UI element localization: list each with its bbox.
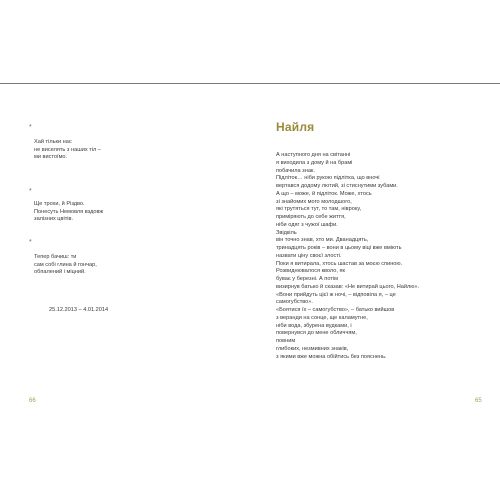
poem-line: побачила знак. (276, 167, 315, 174)
poem-line: повернувся до мене обличчям, (276, 330, 357, 337)
stanza-1 (34, 139, 101, 162)
poem-line: Поки я витирала, хтось шастав за моєю спиною. (276, 260, 403, 267)
stanza-line: обпалений і міцний. (34, 269, 86, 276)
poem-line: Звідкіль (276, 229, 297, 236)
stanza-2 (34, 201, 103, 224)
poem-line: він точно знав, хто ми. Дванадцять, (276, 237, 369, 244)
poem-line: які трутяться тут, то там, нівроку, (276, 206, 362, 213)
poem-line: ніби одяг з чужої шафи. (276, 221, 338, 228)
poem-title: Найля (276, 120, 315, 134)
poem-line: Підліток… ніби рукою підлітка, що вночі (276, 175, 380, 182)
poem-line: я виходила з дому й на брамі (276, 159, 353, 166)
top-rule (0, 83, 500, 84)
poem-line: Розвиднювалося кволо, як (276, 268, 345, 275)
poem-line: вертався додому лютий, зі стиснутими зубами. (276, 183, 398, 189)
stanza-marker-1: * (29, 124, 32, 131)
stanza-line: сам собі глина й гончар, (34, 261, 97, 268)
poem-line: ніби вода, збурена вудками, і (276, 322, 352, 329)
poem-line: А наступного дня на світанні (276, 152, 351, 158)
stanza-line: залізних цвітів. (34, 216, 74, 223)
stanza-3 (34, 254, 97, 277)
poem-line: «Боятися їх – самогубство», – батько вийшов (276, 307, 395, 313)
poem-line: назвати ціну своєї злості. (276, 252, 342, 259)
poem-line: буває у березні. А потім (276, 276, 338, 282)
poem-line: тринадцять років – вони в цьому віці вже вміють (276, 245, 402, 251)
page-number-right: 65 (475, 398, 482, 404)
stanza-marker-3: * (29, 239, 32, 246)
date-line: 25.12.2013 – 4.01.2014 (49, 307, 109, 313)
poem-line: з якими вже можна обійтись без пояснень. (276, 353, 387, 360)
poem-body (276, 152, 419, 361)
stanza-line: Хай тільки нас (34, 139, 72, 145)
stanza-line: не виселять з наших тіл – (34, 146, 101, 153)
stanza-line: ми вистоїмо. (34, 154, 68, 161)
poem-line: А що – може, й підліток. Може, хтось (276, 190, 372, 197)
poem-line: зі знайомих мого молодшого, (276, 198, 352, 205)
poem-line: визирнув батько й сказав: «Не витирай цього, Найлю». (276, 283, 420, 290)
stanza-line: Ще трохи, й Різдво. (34, 201, 85, 207)
stanza-line: Тепер бачиш: ти (34, 254, 77, 260)
poem-line: повним (276, 338, 296, 344)
poem-line: самогубство». (276, 299, 313, 306)
stanza-marker-2: * (29, 188, 32, 195)
poem-line: приміряють до себе життя, (276, 214, 346, 220)
poem-line: «Вони прийдуть цієї ж ночі, – відповіла я, – це (276, 291, 396, 298)
poem-line: глибоких, незмивних знаків, (276, 345, 349, 352)
page-number-left: 66 (29, 398, 36, 404)
stanza-line: Понесуть Немовля вздовж (34, 208, 104, 215)
poem-line: з веранди на сонце, ще каламутне, (276, 314, 368, 321)
